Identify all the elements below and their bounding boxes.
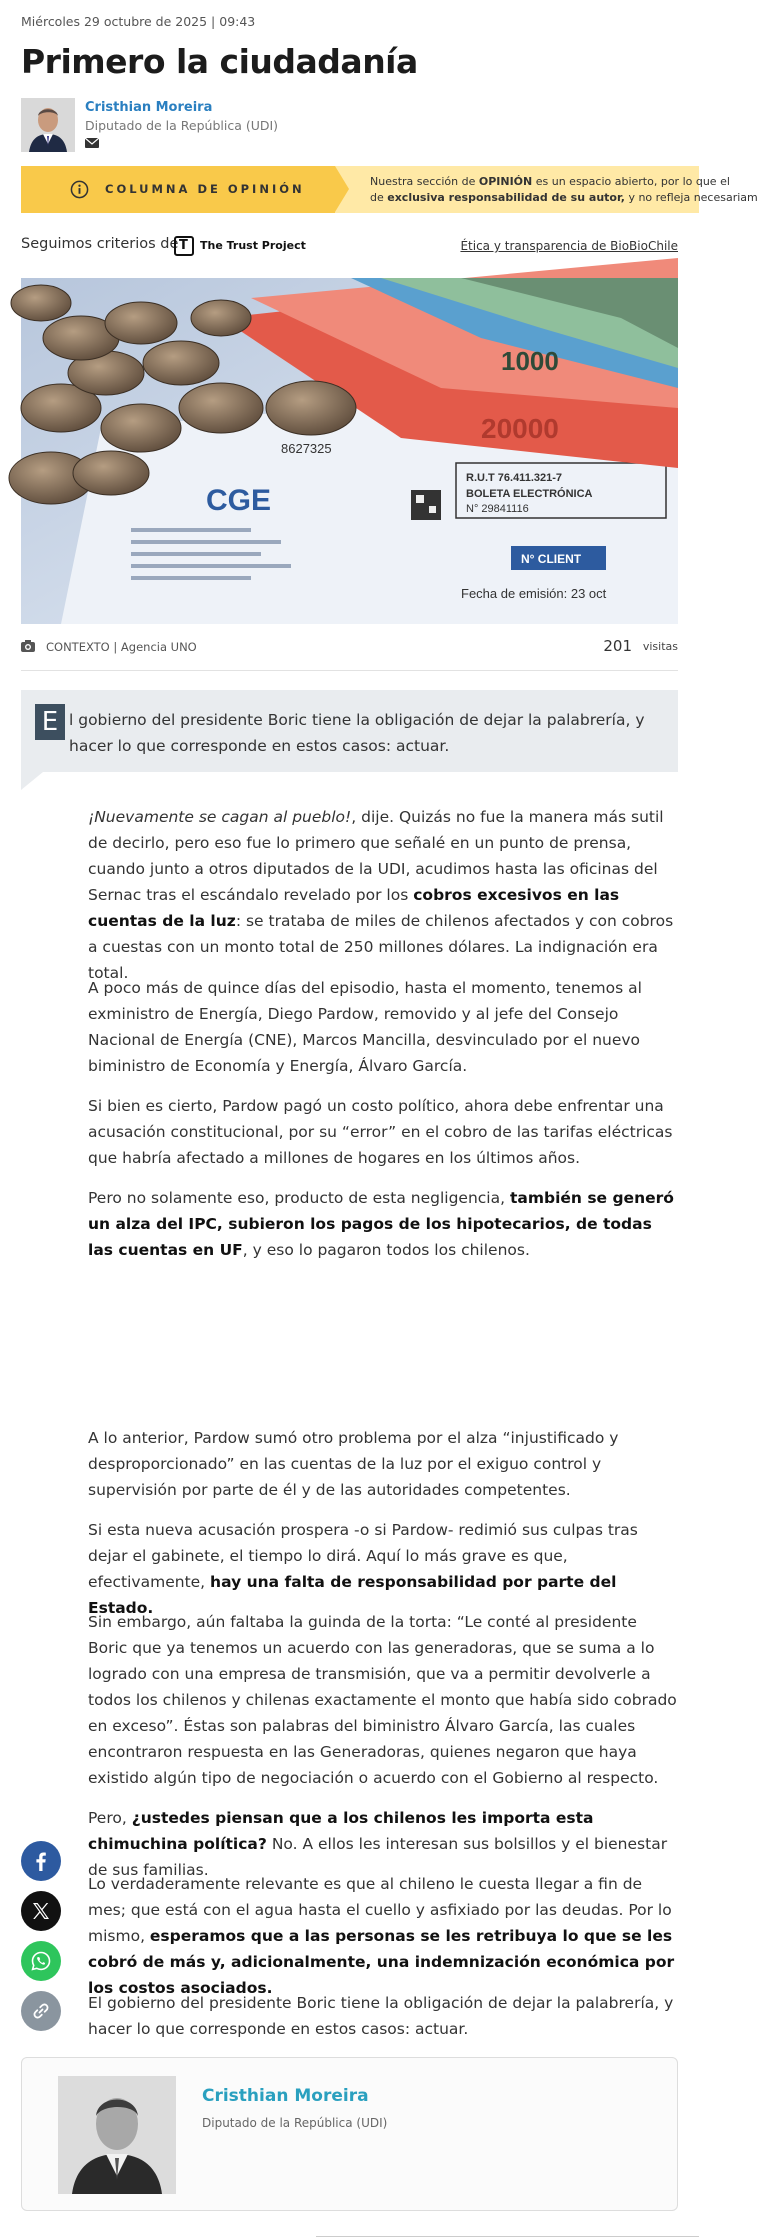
paragraph-text: Pero,: [88, 1809, 132, 1827]
author-card: [21, 2057, 678, 2211]
author-role: Diputado de la República (UDI): [85, 118, 279, 133]
opinion-desc-bold: exclusiva responsabilidad de su autor,: [387, 191, 625, 204]
photo-caption-row: [21, 636, 678, 660]
facebook-icon: [31, 1851, 51, 1871]
trust-project-logo[interactable]: [174, 236, 314, 258]
paragraph-italic: ¡Nuevamente se cagan al pueblo!: [88, 808, 352, 826]
paragraph-text: , y eso lo pagaron todos los chilenos.: [242, 1241, 530, 1259]
copy-link-button[interactable]: [21, 1991, 61, 2031]
bottom-divider: [316, 2236, 699, 2237]
share-facebook-button[interactable]: [21, 1841, 61, 1881]
author-name-link[interactable]: Cristhian Moreira: [85, 100, 213, 115]
paragraph-text: Lo verdaderamente relevante es que al chileno le cuesta llegar a fin de mes; que está con el agua hasta el cuello y asfixiado por las deudas. Por lo mismo,: [88, 1875, 672, 1945]
link-icon: [31, 2001, 51, 2021]
receipt-number: N° 29841116: [466, 503, 529, 515]
paragraph-text: Pero no solamente eso, producto de esta negligencia,: [88, 1189, 510, 1207]
author-card-avatar[interactable]: [58, 2076, 176, 2194]
opinion-desc-text: es un espacio abierto, por lo que el: [532, 175, 730, 188]
opinion-banner: [21, 166, 758, 213]
paragraph-bold: también se generó un alza del IPC, subieron los pagos de los hipotecarios, de todas las cuentas en UF: [88, 1189, 674, 1259]
article-photo: [21, 278, 678, 624]
trust-label: Seguimos criterios de: [21, 236, 179, 252]
x-icon: [31, 1901, 51, 1921]
avatar[interactable]: [21, 98, 75, 152]
opinion-label: COLUMNA DE OPINIÓN: [105, 182, 305, 196]
receipt-boleta: BOLETA ELECTRÓNICA: [466, 488, 593, 500]
paragraph-3: Si bien es cierto, Pardow pagó un costo político, ahora debe enfrentar una acusación constitucional, por su “error” en el cobro de las tarifas eléctricas que habría afectado a millones de hogares en los últimos años.: [88, 1097, 673, 1167]
author-header: [21, 98, 421, 158]
page-title: Primero la ciudadanía: [21, 42, 418, 81]
paragraph-10: El gobierno del presidente Boric tiene la obligación de dejar la palabrería, y hacer lo que corresponde en estos casos: actuar.: [88, 1994, 674, 2038]
lead-tail: [21, 772, 43, 790]
opinion-desc-text: y no refleja necesariam: [624, 191, 758, 204]
visits-count: 201: [603, 637, 632, 655]
receipt-rut: R.U.T 76.411.321-7: [466, 472, 563, 484]
author-card-name[interactable]: Cristhian Moreira: [202, 2086, 369, 2106]
article-date: Miércoles 29 octubre de 2025 | 09:43: [21, 14, 256, 29]
trust-logo-letter: T: [179, 238, 188, 253]
paragraph-2: A poco más de quince días del episodio, hasta el momento, tenemos al exministro de Energía, Diego Pardow, removido y al jefe del Consejo Nacional de Energía (CNE), Marcos Mancilla, desvinculado por el nuevo biministro de Economía y Energía, Álvaro García.: [88, 979, 642, 1075]
receipt-code: 8627325: [281, 441, 332, 456]
ethics-link[interactable]: Ética y transparencia de BioBioChile: [460, 239, 678, 253]
author-card-role: Diputado de la República (UDI): [202, 2116, 388, 2130]
camera-icon: [21, 640, 35, 652]
opinion-desc-text: Nuestra sección de: [370, 175, 479, 188]
opinion-desc-bold: OPINIÓN: [478, 175, 533, 188]
paragraph-bold: cobros excesivos en las cuentas de la luz: [88, 886, 620, 930]
share-whatsapp-button[interactable]: [21, 1941, 61, 1981]
info-icon: [70, 180, 89, 199]
paragraph-text: : se trataba de miles de chilenos afectados y con cobros a cuestas con un monto total de 250 millones dólares. La indignación era total.: [88, 912, 674, 982]
opinion-label-box: [21, 166, 335, 213]
paragraph-bold: ¿ustedes piensan que a los chilenos les importa esta chimuchina política?: [88, 1809, 594, 1853]
opinion-description: [370, 174, 758, 206]
paragraph-text: No. A ellos les interesan sus bolsillos y el bienestar de sus familias.: [88, 1835, 668, 1879]
dropcap: E: [35, 704, 65, 740]
paragraph-text: Si esta nueva acusación prospera -o si Pardow- redimió sus culpas tras dejar el gabinete, el tiempo lo dirá. Aquí lo más grave es que, efectivamente,: [88, 1521, 638, 1591]
paragraph-9: [88, 1871, 678, 2001]
paragraph-7: Sin embargo, aún faltaba la guinda de la torta: “Le conté al presidente Boric que ya tenemos un acuerdo con las generadoras, que se suma a lo logrado con una empresa de transmisión, que va a permitir devolverle a todos los chilenos y chilenas exactamente el monto que había sido cobrado en exceso”. Éstas son palabras del biministro Álvaro García, las cuales encontraron respuesta en las Generadoras, quienes negaron que haya existido algún tipo de negociación o acuerdo con el Gobierno al respecto.: [88, 1613, 677, 1787]
divider: [21, 670, 678, 671]
paragraph-text: , dije. Quizás no fue la manera más sutil de decirlo, pero eso fue lo primero que señalé en un punto de prensa, cuando junto a otros diputados de la UDI, acudimos hasta las oficinas del Sernac tras el escándalo revelado por los: [88, 808, 664, 904]
paragraph-1: [88, 804, 678, 986]
share-x-button[interactable]: [21, 1891, 61, 1931]
paragraph-bold: esperamos que a las personas se les retribuya lo que se les cobró de más y, adicionalmente, una indemnización económica por los costos asociados.: [88, 1927, 675, 1997]
receipt-client: N° CLIENT: [521, 552, 582, 566]
trust-logo-text: The Trust Project: [200, 239, 306, 252]
trust-logo-box: [174, 236, 194, 256]
receipt-company: CGE: [206, 484, 272, 517]
paragraph-5: A lo anterior, Pardow sumó otro problema por el alza “injustificado y desproporcionado” en las cuentas de la luz por el exiguo control y supervisión por parte de él y de las autoridades competentes.: [88, 1429, 619, 1499]
envelope-icon[interactable]: [85, 138, 99, 148]
photo-caption: CONTEXTO | Agencia UNO: [46, 640, 197, 654]
whatsapp-icon: [31, 1951, 51, 1971]
visits-label: visitas: [642, 640, 678, 653]
opinion-arrow: [335, 166, 349, 212]
receipt-date: Fecha de emisión: 23 oct: [461, 586, 607, 601]
lead-text: l gobierno del presidente Boric tiene la obligación de dejar la palabrería, y hacer lo que corresponde en estos casos: actuar.: [69, 711, 645, 755]
lead-box: [21, 690, 678, 772]
paragraph-4: [88, 1185, 678, 1263]
paragraph-6: [88, 1517, 678, 1621]
opinion-desc-text: de: [370, 191, 388, 204]
bill-note-1000: 1000: [501, 346, 559, 376]
paragraph-bold: hay una falta de responsabilidad por parte del Estado.: [88, 1573, 617, 1617]
bill-note-20000: 20000: [481, 413, 559, 444]
